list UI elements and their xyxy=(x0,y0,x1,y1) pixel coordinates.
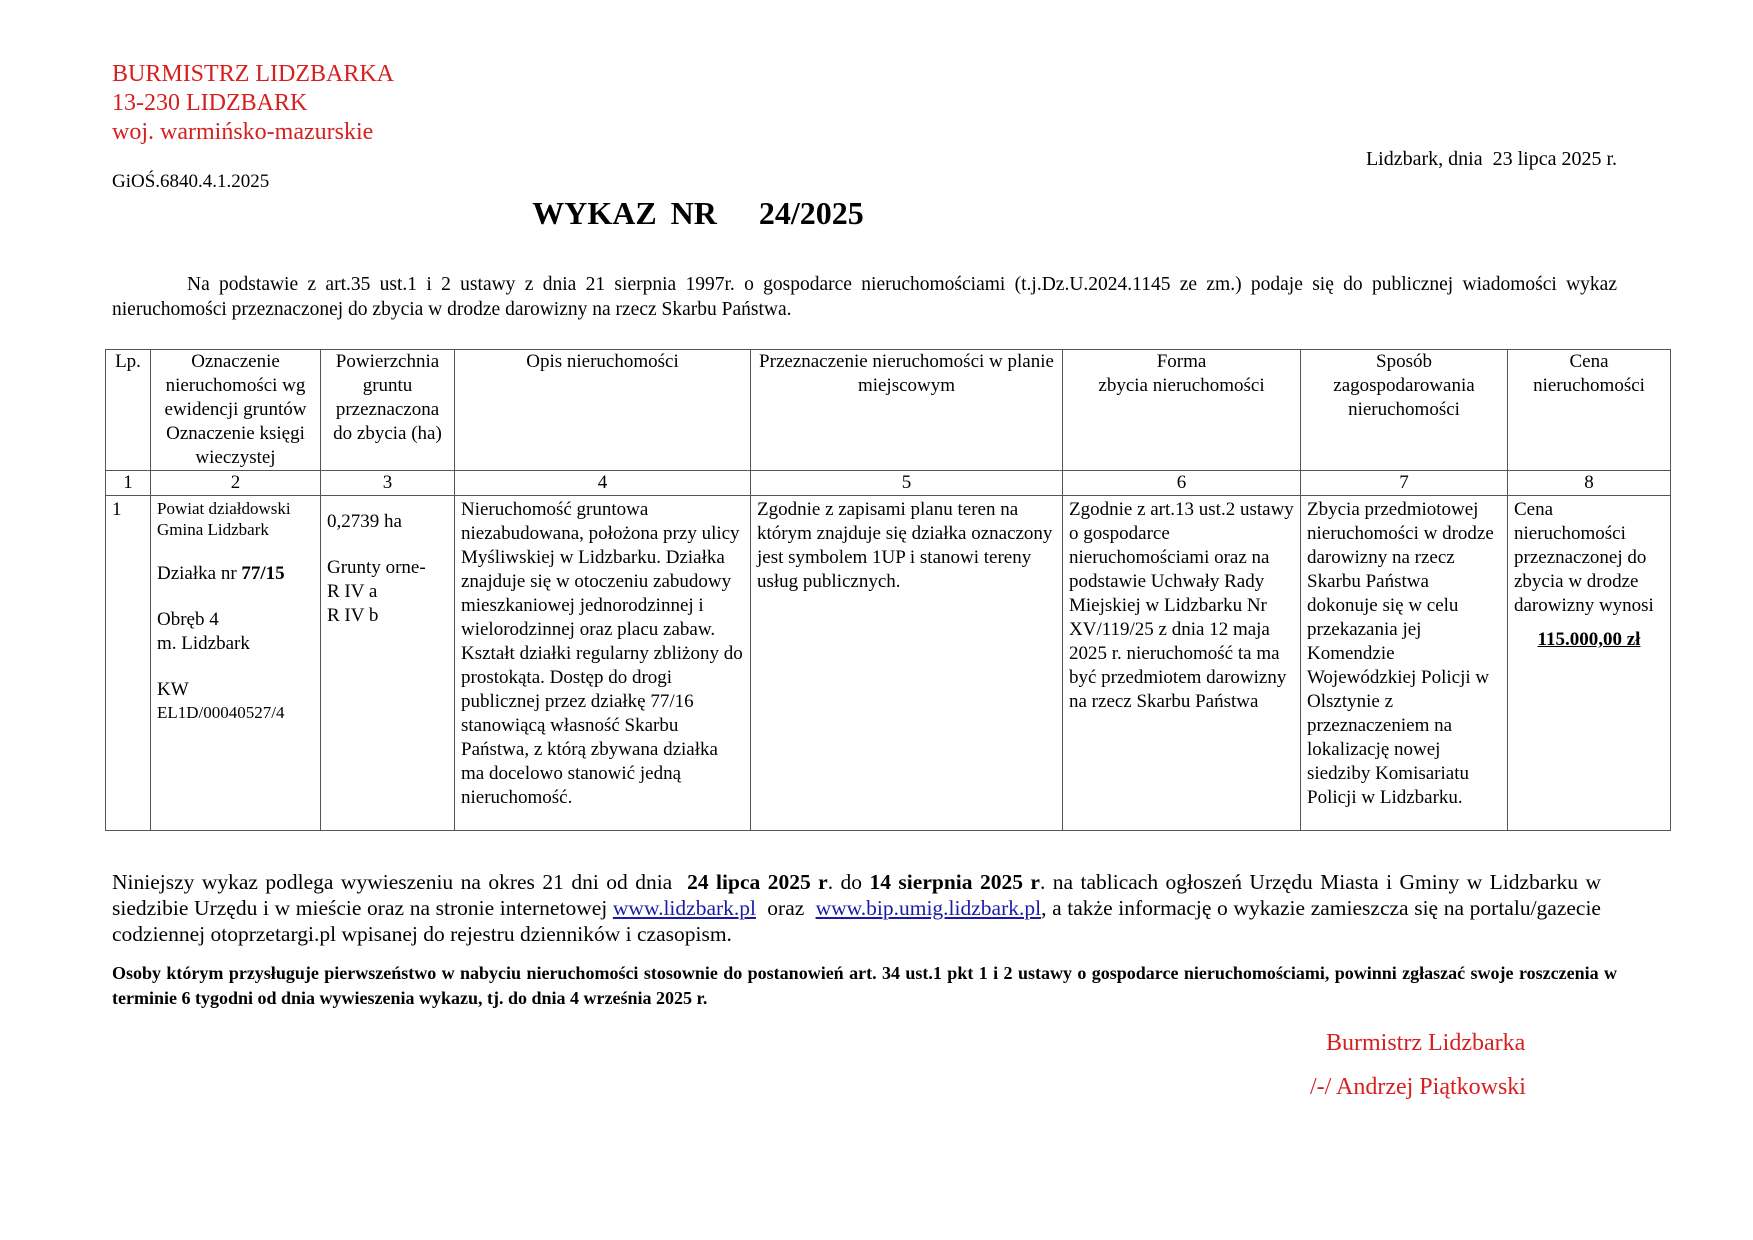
header-zoning: Przeznaczenie nieruchomości w planie miejscowym xyxy=(751,350,1063,471)
issuer-region: woj. warmińsko-mazurskie xyxy=(112,119,374,145)
column-number: 6 xyxy=(1063,471,1301,496)
header-description: Opis nieruchomości xyxy=(455,350,751,471)
land-type: Grunty orne- xyxy=(327,557,426,578)
gmina: Gmina Lidzbark xyxy=(157,520,269,539)
signature-name: /-/ Andrzej Piątkowski xyxy=(1310,1074,1526,1100)
cell-zoning: Zgodnie z zapisami planu teren na którym znajduje się działka oznaczony jest symbolem 1UP i stanowi tereny usług publicznych. xyxy=(751,496,1063,831)
posting-date-from: 24 lipca 2025 r xyxy=(687,870,828,894)
soil-class-2: R IV b xyxy=(327,605,379,626)
posting-text-4: oraz xyxy=(756,896,816,920)
header-area: Powierzchnia gruntu przeznaczona do zbycia (ha) xyxy=(321,350,455,471)
document-title: WYKAZ NR 24/2025 xyxy=(532,195,864,231)
kw-number: EL1D/00040527/4 xyxy=(157,703,285,722)
property-table xyxy=(105,349,1671,831)
priority-notice: Osoby którym przysługuje pierwszeństwo w nabyciu nieruchomości stosownie do postanowień art. 34 ust.1 pkt 1 i 2 ustawy o gospodarce nieruchomościami, powinni zgłaszać swoje roszczenia w terminie 6 tygodni od dnia wywieszenia wykazu, tj. do dnia 4 września 2025 r. xyxy=(112,963,1617,1008)
dzialka xyxy=(157,562,314,586)
header-disposal-form xyxy=(1063,350,1301,471)
column-number: 7 xyxy=(1301,471,1508,496)
posting-date-to: 14 sierpnia 2025 r xyxy=(869,870,1040,894)
soil-class-1: R IV a xyxy=(327,581,378,602)
cell-disposal-form: Zgodnie z art.13 ust.2 ustawy o gospodarce nieruchomościami oraz na podstawie Uchwały Rady Miejskiej w Lidzbarku Nr XV/119/25 z dnia 12 maja 2025 r. nieruchomość ta ma być przedmiotem darowizny na rzecz Skarbu Państwa xyxy=(1063,496,1301,831)
table-number-row xyxy=(106,471,1671,496)
cell-area xyxy=(321,496,455,831)
column-number: 5 xyxy=(751,471,1063,496)
header-disposal-form-line1: Forma xyxy=(1156,351,1207,372)
link-lidzbark[interactable]: www.lidzbark.pl xyxy=(612,896,756,920)
column-number: 3 xyxy=(321,471,455,496)
link-bip[interactable]: www.bip.umig.lidzbark.pl xyxy=(815,896,1042,920)
cell-development: Zbycia przedmiotowej nieruchomości w drodze darowizny na rzecz Skarbu Państwa dokonuje się w celu przekazania jej Komendzie Wojewódzkiej Policji w Olsztynie z przeznaczeniem na lokalizację nowej siedziby Komisariatu Policji w Lidzbarku. xyxy=(1301,496,1508,831)
posting-text-5: , a także informację o wykazie zamieszcza się na portalu/gazecie codziennej otoprzetargi.pl wpisanej do rejestru dzienników i czasopism. xyxy=(112,896,1601,946)
obreb: Obręb 4 xyxy=(157,609,219,630)
price-value: 115.000,00 zł xyxy=(1537,629,1641,650)
header-development: Sposób zagospodarowania nieruchomości xyxy=(1301,350,1508,471)
column-number: 1 xyxy=(106,471,151,496)
posting-text-2: . do xyxy=(827,870,870,894)
row-lp: 1 xyxy=(106,496,151,831)
header-price: Cena nieruchomości xyxy=(1508,350,1671,471)
column-number: 4 xyxy=(455,471,751,496)
posting-info-paragraph xyxy=(112,869,1601,947)
table-row xyxy=(106,496,1671,831)
locality: m. Lidzbark xyxy=(157,633,250,654)
header-disposal-form-line2: zbycia nieruchomości xyxy=(1098,375,1265,396)
posting-text-1: Niniejszy wykaz podlega wywieszeniu na okres 21 dni od dnia xyxy=(112,870,688,894)
dzialka-label: Działka nr xyxy=(157,563,242,584)
dzialka-number: 77/15 xyxy=(241,563,285,584)
price-text: Cena nieruchomości przeznaczonej do zbycia w drodze darowizny wynosi xyxy=(1514,499,1654,616)
column-number: 2 xyxy=(151,471,321,496)
header-designation: Oznaczenie nieruchomości wg ewidencji gruntów Oznaczenie księgi wieczystej xyxy=(151,350,321,471)
document-date: Lidzbark, dnia 23 lipca 2025 r. xyxy=(1365,148,1617,170)
intro-paragraph: Na podstawie z art.35 ust.1 i 2 ustawy z dnia 21 sierpnia 1997r. o gospodarce nieruchomościami (t.j.Dz.U.2024.1145 ze zm.) podaje się do publicznej wiadomości wykaz nieruchomości przeznaczonej do zbycia w drodze darowizny na rzecz Skarbu Państwa. xyxy=(112,274,1617,320)
issuer-address: 13-230 LIDZBARK xyxy=(112,90,308,116)
area-value: 0,2739 ha xyxy=(327,511,402,532)
signature-title: Burmistrz Lidzbarka xyxy=(1326,1030,1526,1056)
powiat: Powiat działdowski xyxy=(157,499,291,518)
kw-label: KW xyxy=(157,679,189,700)
issuer-office: BURMISTRZ LIDZBARKA xyxy=(112,61,395,87)
header-lp: Lp. xyxy=(106,350,151,471)
cell-price xyxy=(1508,496,1671,831)
posting-text-3: . na tablicach ogłoszeń Urzędu Miasta i Gminy w Lidzbarku w siedzibie Urzędu i w mieście oraz na stronie internetowej xyxy=(112,870,1601,920)
column-number: 8 xyxy=(1508,471,1671,496)
table-header-row xyxy=(106,350,1671,471)
issuer-block xyxy=(112,60,394,147)
reference-number: GiOŚ.6840.4.1.2025 xyxy=(112,171,270,192)
cell-designation xyxy=(151,496,321,831)
cell-description: Nieruchomość gruntowa niezabudowana, położona przy ulicy Myśliwskiej w Lidzbarku. Działka znajduje się w otoczeniu zabudowy mieszkaniowej jednorodzinnej i wielorodzinnej oraz placu zabaw. Kształt działki regularny zbliżony do prostokąta. Dostęp do drogi publicznej przez działkę 77/16 stanowiącą własność Skarbu Państwa, z którą zbywana działka ma docelowo stanowić jedną nieruchomość. xyxy=(455,496,751,831)
